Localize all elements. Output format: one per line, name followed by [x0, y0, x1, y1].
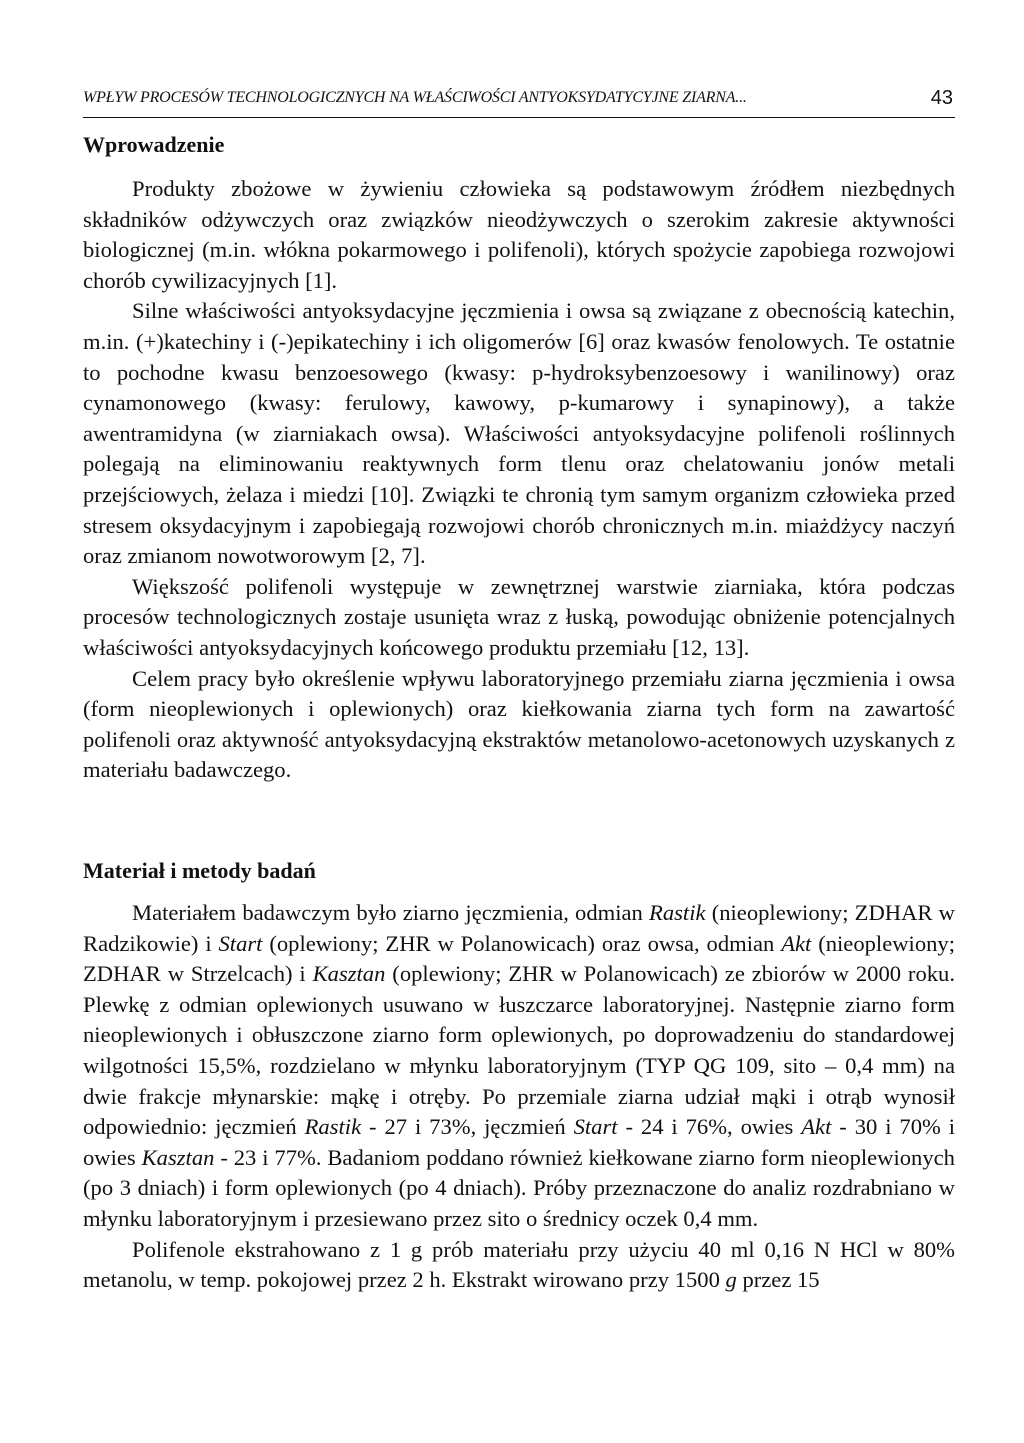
variety-name: Akt: [801, 1114, 832, 1140]
variety-name: Akt: [781, 930, 812, 956]
paragraph: Materiałem badawczym było ziarno jęczmienia, odmian Rastik (nieoplewiony; ZDHAR w Radzikowie) i Start (oplewiony; ZHR w Polanowicach) oraz owsa, odmian Akt (nieoplewiony; ZDHAR w Strzelcach) i Kasztan (oplewiony; ZHR w Polanowicach) ze zbiorów w 2000 roku. Plewkę z odmian oplewionych usuwano w łuszczarce laboratoryjnej. Następnie ziarno form nieoplewionych i obłuszczone ziarno form oplewionych, po doprowadzeniu do standardowej wilgotności 15,5%, rozdzielano w młynku laboratoryjnym (TYP QG 109, sito – 0,4 mm) na dwie frakcje młynarskie: mąkę i otręby. Po przemiale ziarna udział mąki i otrąb wynosił odpowiednio: jęczmień Rastik - 27 i 73%, jęczmień Start - 24 i 76%, owies Akt - 30 i 70% i owies Kasztan - 23 i 77%. Badaniom poddano również kiełkowane ziarno form nieoplewionych (po 3 dniach) i form oplewionych (po 4 dniach). Próby przeznaczone do analiz rozdrabniano w młynku laboratoryjnym i przesiewano przez sito o średnicy oczek 0,4 mm.: [83, 900, 956, 1231]
paragraph: Produkty zbożowe w żywieniu człowieka są podstawowym źródłem niezbędnych składników odżywczych oraz związków nieodżywczych o szerokim zakresie aktywności biologicznej (m.in. włókna pokarmowego i polifenoli), których spożycie zapobiega rozwojowi chorób cywilizacyjnych [1].: [83, 176, 955, 293]
section-heading-methods: Materiał i metody badań: [83, 858, 316, 883]
variety-name: Start: [573, 1114, 618, 1140]
page-number: 43: [930, 87, 953, 109]
variety-name: Rastik: [649, 900, 706, 925]
variety-name: Start: [218, 930, 263, 956]
variety-name: Kasztan: [312, 961, 386, 987]
introduction-body: [83, 174, 955, 786]
methods-body: [83, 898, 955, 1296]
variety-name: Kasztan: [141, 1144, 215, 1170]
running-header: [83, 89, 955, 118]
paragraph: Większość polifenoli występuje w zewnętrznej warstwie ziarniaka, która podczas procesów technologicznych zostaje usunięta wraz z łuską, powodując obniżenie potencjalnych właściwości antyoksydacyjnych końcowego produktu przemiału [12, 13].: [83, 573, 955, 660]
variety-name: Rastik: [304, 1114, 362, 1140]
section-heading-introduction: Wprowadzenie: [83, 132, 225, 157]
paragraph: Polifenole ekstrahowano z 1 g prób materiału przy użyciu 40 ml 0,16 N HCl w 80% metanolu, w temp. pokojowej przez 2 h. Ekstrakt wirowano przy 1500 g przez 15: [83, 1236, 955, 1293]
paragraph: Celem pracy było określenie wpływu laboratoryjnego przemiału ziarna jęczmienia i owsa (form nieoplewionych i oplewionych) oraz kiełkowania ziarna tych form na zawartość polifenoli oraz aktywność antyoksydacyjną ekstraktów metanolowo-acetonowych uzyskanych z materiału badawczego.: [83, 665, 955, 783]
paragraph: Silne właściwości antyoksydacyjne jęczmienia i owsa są związane z obecnością katechin, m.in. (+)katechiny i (-)epikatechiny i ich oligomerów [6] oraz kwasów fenolowych. Te ostatnie to pochodne kwasu benzoesowego (kwasy: p-hydroksybenzoesowy i wanilinowy) oraz cynamonowego (kwasy: ferulowy, kawowy, p-kumarowy i synapinowy), a także awentramidyna (w ziarniakach owsa). Właściwości antyoksydacyjne polifenoli roślinnych polegają na eliminowaniu reaktywnych form tlenu oraz chelatowaniu jonów metali przejściowych, żelaza i miedzi [10]. Związki te chronią tym samym organizm człowieka przed stresem oksydacyjnym i zapobiegają rozwojowi chorób chronicznych m.in. miażdżycy naczyń oraz zmianom nowotworowym [2, 7].: [83, 298, 955, 569]
unit-symbol: g: [725, 1267, 737, 1293]
running-title: WPŁYW PROCESÓW TECHNOLOGICZNYCH NA WŁAŚCIWOŚCI ANTYOKSYDATYCYJNE ZIARNA...: [83, 89, 747, 106]
